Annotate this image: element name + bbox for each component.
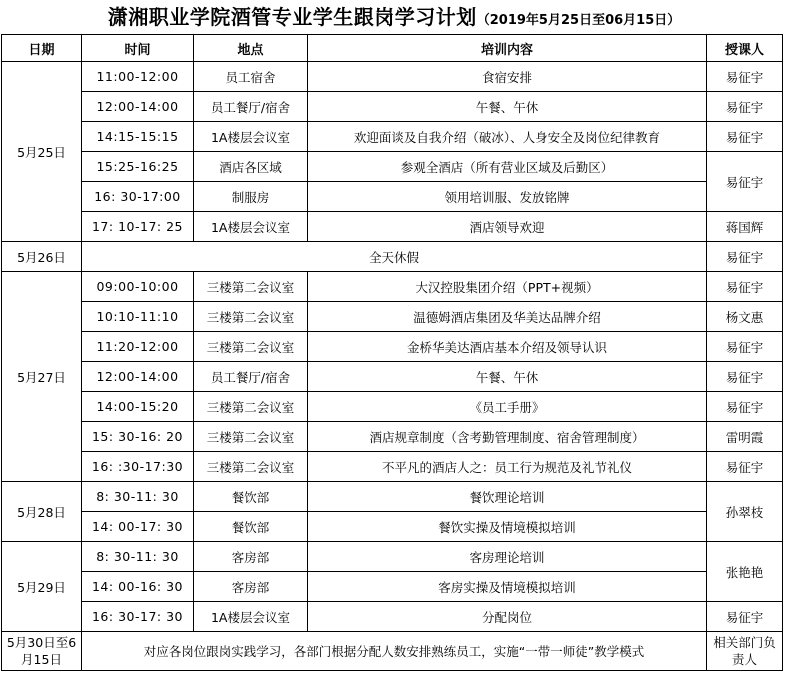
place-cell: 客房部	[194, 542, 308, 572]
date-cell: 5月25日	[2, 62, 82, 242]
teacher-cell: 易征宇	[707, 362, 783, 392]
table-row	[2, 422, 783, 452]
place-cell: 1A楼层会议室	[194, 122, 308, 152]
teacher-cell: 相关部门负责人	[707, 632, 783, 671]
place-cell: 员工宿舍	[194, 62, 308, 92]
time-cell: 10:10-11:10	[82, 302, 194, 332]
teacher-cell: 易征宇	[707, 452, 783, 482]
table-row	[2, 242, 783, 272]
content-cell: 餐饮理论培训	[308, 482, 707, 512]
table-row	[2, 632, 783, 671]
table-row	[2, 572, 783, 602]
teacher-cell: 蒋国辉	[707, 212, 783, 242]
content-cell: 欢迎面谈及自我介绍（破冰）、人身安全及岗位纪律教育	[308, 122, 707, 152]
content-cell: 客房理论培训	[308, 542, 707, 572]
teacher-cell: 雷明霞	[707, 422, 783, 452]
content-cell: 金桥华美达酒店基本介绍及领导认识	[308, 332, 707, 362]
place-cell: 制服房	[194, 182, 308, 212]
teacher-cell: 易征宇	[707, 602, 783, 632]
content-cell: 大汉控股集团介绍（PPT+视频）	[308, 272, 707, 302]
time-cell: 14: 00-17: 30	[82, 512, 194, 542]
content-cell: 全天休假	[82, 242, 707, 272]
time-cell: 14: 00-16: 30	[82, 572, 194, 602]
teacher-cell: 易征宇	[707, 122, 783, 152]
time-cell: 8: 30-11: 30	[82, 542, 194, 572]
table-row	[2, 182, 783, 212]
table-row	[2, 92, 783, 122]
content-cell: 不平凡的酒店人之：员工行为规范及礼节礼仪	[308, 452, 707, 482]
place-cell: 员工餐厅/宿舍	[194, 92, 308, 122]
teacher-cell: 易征宇	[707, 392, 783, 422]
content-cell: 客房实操及情境模拟培训	[308, 572, 707, 602]
table-row	[2, 212, 783, 242]
place-cell: 酒店各区域	[194, 152, 308, 182]
header-content: 培训内容	[308, 35, 707, 62]
header-date: 日期	[2, 35, 82, 62]
content-cell: 食宿安排	[308, 62, 707, 92]
time-cell: 14:15-15:15	[82, 122, 194, 152]
place-cell: 三楼第二会议室	[194, 452, 308, 482]
date-cell: 5月29日	[2, 542, 82, 632]
place-cell: 三楼第二会议室	[194, 332, 308, 362]
time-cell: 16: 30-17:00	[82, 182, 194, 212]
content-cell: 餐饮实操及情境模拟培训	[308, 512, 707, 542]
table-row	[2, 392, 783, 422]
content-cell: 午餐、午休	[308, 362, 707, 392]
time-cell: 12:00-14:00	[82, 362, 194, 392]
time-cell: 11:00-12:00	[82, 62, 194, 92]
time-cell: 8: 30-11: 30	[82, 482, 194, 512]
header-time: 时间	[82, 35, 194, 62]
table-row	[2, 512, 783, 542]
time-cell: 09:00-10:00	[82, 272, 194, 302]
place-cell: 1A楼层会议室	[194, 602, 308, 632]
table-row	[2, 452, 783, 482]
time-cell: 15: 30-16: 20	[82, 422, 194, 452]
table-header-row	[2, 35, 783, 62]
place-cell: 餐饮部	[194, 482, 308, 512]
teacher-cell: 易征宇	[707, 332, 783, 362]
page-title	[0, 0, 788, 34]
date-cell: 5月27日	[2, 272, 82, 482]
content-cell: 酒店规章制度（含考勤管理制度、宿舍管理制度）	[308, 422, 707, 452]
header-place: 地点	[194, 35, 308, 62]
content-cell: 午餐、午休	[308, 92, 707, 122]
place-cell: 餐饮部	[194, 512, 308, 542]
teacher-cell: 易征宇	[707, 92, 783, 122]
table-row	[2, 542, 783, 572]
place-cell: 三楼第二会议室	[194, 302, 308, 332]
time-cell: 11:20-12:00	[82, 332, 194, 362]
header-teacher: 授课人	[707, 35, 783, 62]
place-cell: 员工餐厅/宿舍	[194, 362, 308, 392]
table-row	[2, 152, 783, 182]
table-row	[2, 302, 783, 332]
teacher-cell: 易征宇	[707, 272, 783, 302]
time-cell: 17: 10-17: 25	[82, 212, 194, 242]
content-cell: 对应各岗位跟岗实践学习，各部门根据分配人数安排熟练员工，实施“一带一师徒”教学模式	[82, 632, 707, 671]
teacher-cell: 易征宇	[707, 62, 783, 92]
content-cell: 参观全酒店（所有营业区域及后勤区）	[308, 152, 707, 182]
content-cell: 温德姆酒店集团及华美达品牌介绍	[308, 302, 707, 332]
table-row	[2, 122, 783, 152]
teacher-cell: 孙翠枝	[707, 482, 783, 542]
teacher-cell: 易征宇	[707, 242, 783, 272]
table-row	[2, 272, 783, 302]
place-cell: 客房部	[194, 572, 308, 602]
place-cell: 三楼第二会议室	[194, 392, 308, 422]
date-cell: 5月26日	[2, 242, 82, 272]
content-cell: 分配岗位	[308, 602, 707, 632]
place-cell: 1A楼层会议室	[194, 212, 308, 242]
teacher-cell: 易征宇	[707, 152, 783, 212]
time-cell: 16: 30-17: 30	[82, 602, 194, 632]
title-main: 潇湘职业学院酒管专业学生跟岗学习计划	[107, 5, 477, 29]
place-cell: 三楼第二会议室	[194, 272, 308, 302]
table-row	[2, 602, 783, 632]
date-cell: 5月28日	[2, 482, 82, 542]
content-cell: 领用培训服、发放铭牌	[308, 182, 707, 212]
time-cell: 15:25-16:25	[82, 152, 194, 182]
schedule-table	[1, 34, 783, 671]
table-row	[2, 362, 783, 392]
table-row	[2, 482, 783, 512]
teacher-cell: 张艳艳	[707, 542, 783, 602]
time-cell: 14:00-15:20	[82, 392, 194, 422]
content-cell: 《员工手册》	[308, 392, 707, 422]
time-cell: 12:00-14:00	[82, 92, 194, 122]
content-cell: 酒店领导欢迎	[308, 212, 707, 242]
date-cell: 5月30日至6月15日	[2, 632, 82, 671]
table-row	[2, 332, 783, 362]
table-row	[2, 62, 783, 92]
teacher-cell: 杨文惠	[707, 302, 783, 332]
time-cell: 16: :30-17:30	[82, 452, 194, 482]
place-cell: 三楼第二会议室	[194, 422, 308, 452]
title-date-range: （2019年5月25日至06月15日）	[476, 13, 681, 28]
